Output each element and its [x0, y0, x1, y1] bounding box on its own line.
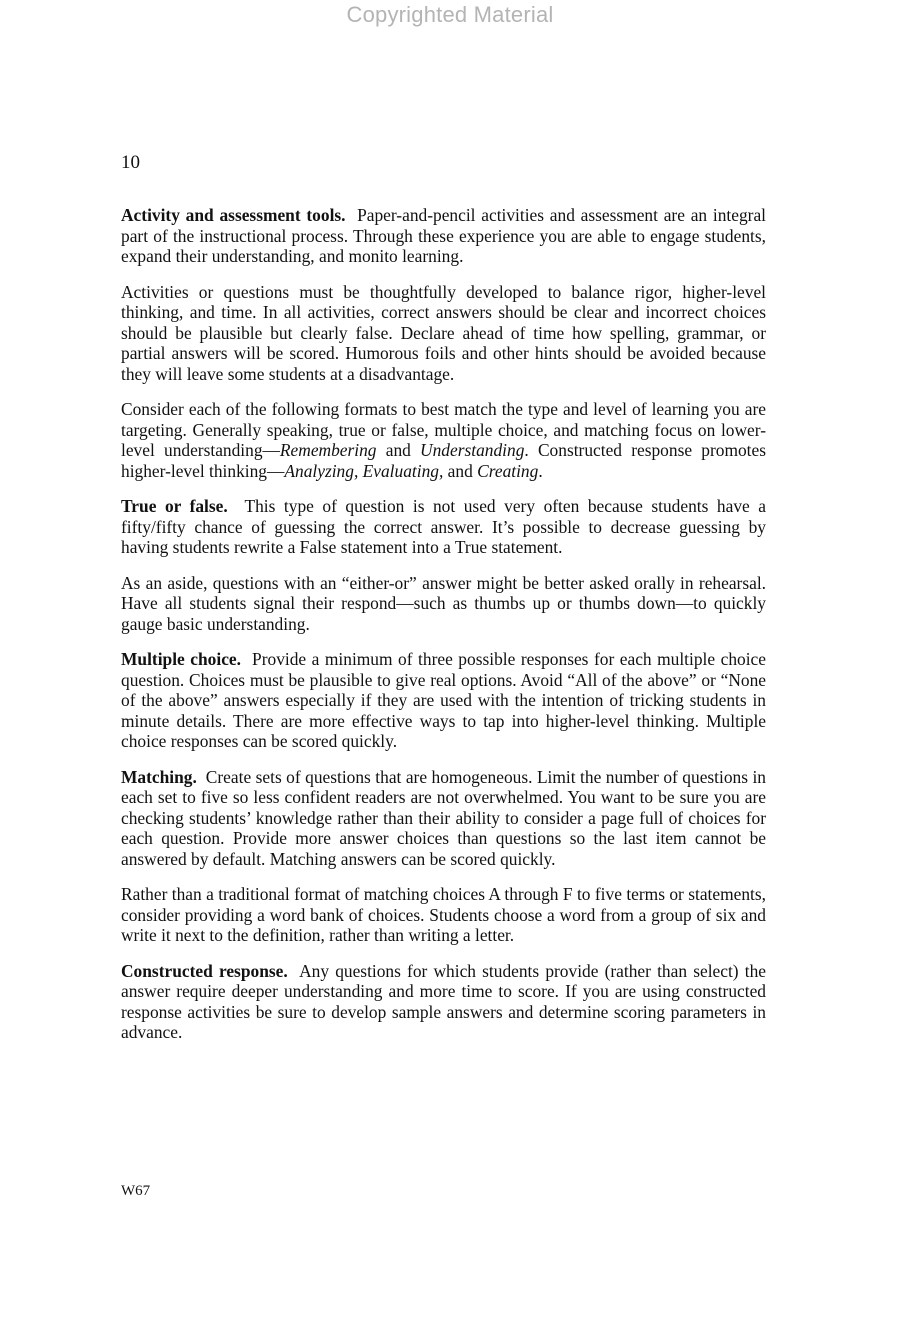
paragraph-formats	[121, 399, 766, 481]
section-heading-constructed-response: Constructed response.	[121, 960, 288, 981]
term-remembering: Remembering	[279, 440, 377, 460]
page-body	[121, 205, 766, 1058]
paragraph-text: Consider each of the following formats to best match the type and level of learning you are targeting. Generally speaking, true or false, multiple choice, and matching focus on lower-level understanding—	[121, 399, 766, 460]
section-heading-activity-tools: Activity and assessment tools.	[121, 205, 346, 225]
paragraph-multiple-choice	[121, 649, 766, 752]
paragraph-matching	[121, 767, 766, 870]
paragraph-true-false	[121, 496, 766, 558]
term-creating: Creating	[477, 460, 539, 481]
term-understanding: Understanding	[420, 440, 525, 460]
paragraph-text: Paper-and-pencil activities and assessment are an integral part of the instructional process. Through these experience you are able to engage students, expand their understanding, and monito learning.	[121, 205, 766, 266]
paragraph-constructed-response	[121, 961, 766, 1043]
section-heading-true-false: True or false.	[121, 496, 228, 516]
paragraph-either-or	[121, 573, 766, 635]
term-analyzing-evaluating: Analyzing, Evaluating,	[284, 460, 444, 481]
paragraph-text: This type of question is not used very often because students have a fifty/fifty chance of guessing the correct answer. It’s possible to decrease guessing by having students rewrite a False statement into a True statement.	[121, 496, 766, 557]
copyright-watermark: Copyrighted Material	[346, 2, 554, 27]
paragraph-text: and	[376, 440, 421, 460]
paragraph-activity-tools	[121, 205, 766, 267]
paragraph-text: .	[538, 460, 543, 481]
paragraph-text: As an aside, questions with an “either-or” answer might be better asked orally in rehearsal. Have all students signal their respond—such as thumbs up or thumbs down—to quickly gauge basic understanding.	[121, 572, 766, 634]
paragraph-text: Create sets of questions that are homogeneous. Limit the number of questions in each set to five so less confident readers are not overwhelmed. You want to be sure you are checking students’ knowledge rather than their ability to consider a page full of choices for each question. Provide more answer choices than questions so the last item cannot be answered by default. Matching answers can be scored quickly.	[121, 766, 766, 869]
paragraph-text: . Constructed response promotes higher-level thinking—	[121, 440, 766, 481]
paragraph-text: Activities or questions must be thoughtfully developed to balance rigor, higher-level thinking, and time. In all activities, correct answers should be clear and incorrect choices should be plausible but clearly false. Declare ahead of time how spelling, grammar, or partial answers will be scored. Humorous foils and other hints should be avoided because they will leave some students at a disadvantage.	[121, 281, 766, 384]
paragraph-text: Any questions for which students provide (rather than select) the answer require deeper understanding and more time to score. If you are using constructed response activities be sure to develop sample answers and determine scoring parameters in advance.	[121, 960, 766, 1042]
section-heading-multiple-choice: Multiple choice.	[121, 649, 241, 669]
paragraph-word-bank	[121, 884, 766, 946]
paragraph-text: Rather than a traditional format of matching choices A through F to five terms or statements, consider providing a word bank of choices. Students choose a word from a group of six and write it next to the definition, rather than writing a letter.	[121, 884, 766, 945]
section-heading-matching: Matching.	[121, 766, 197, 787]
footer-code: W67	[121, 1183, 151, 1199]
paragraph-text: and	[443, 460, 478, 481]
paragraph-activities-questions	[121, 282, 766, 385]
paragraph-text: Provide a minimum of three possible responses for each multiple choice question. Choices must be plausible to give real options. Avoid “All of the above” or “None of the above” answers especially if they are used with the intention of tricking students in minute details. There are more effective ways to tap into higher-level thinking. Multiple choice responses can be scored quickly.	[121, 649, 766, 751]
page-number: 10	[121, 152, 140, 173]
